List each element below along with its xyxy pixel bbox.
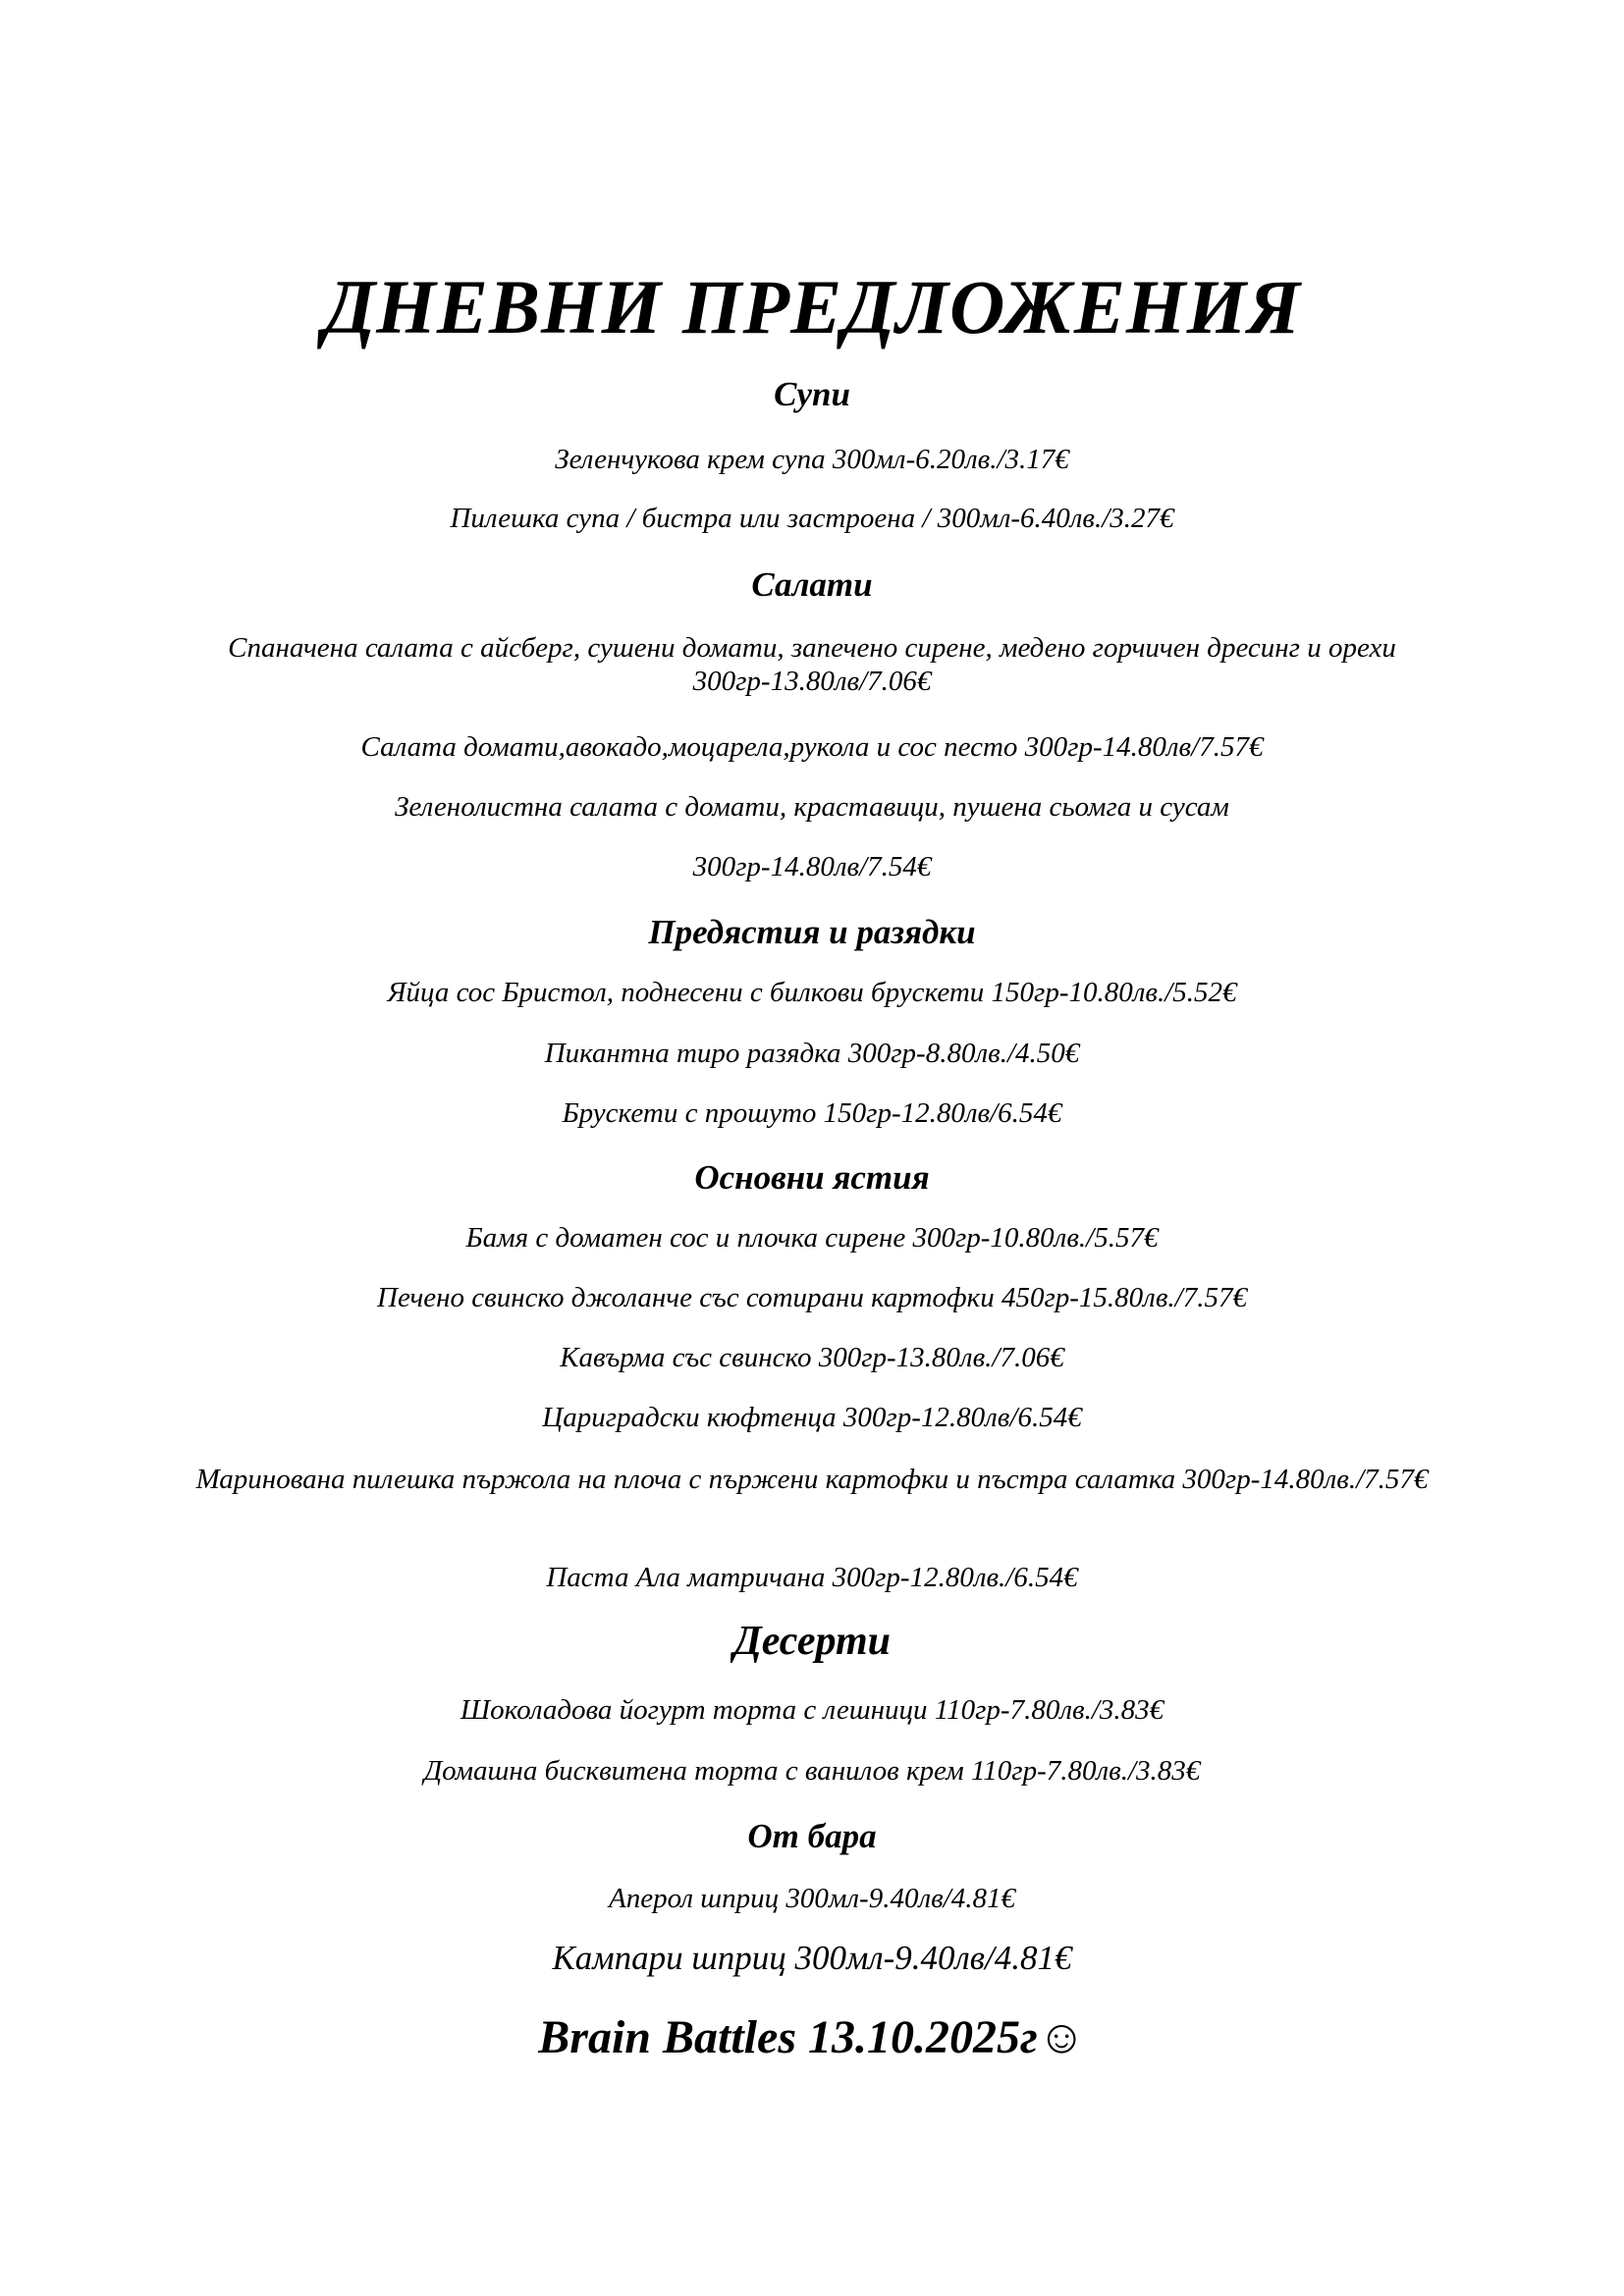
section-heading-bar: От бара [747,1817,877,1855]
section-heading-salads: Салати [751,565,873,604]
menu-item: Зеленолистна салата с домати, краставици, пушена сьомга и сусам [395,791,1229,823]
menu-item: Шоколадова йогурт торта с лешници 110гр-7.80лв./3.83€ [460,1694,1164,1726]
menu-item: Кавърма със свинско 300гр-13.80лв./7.06€ [560,1342,1064,1373]
menu-item: Паста Ала матричана 300гр-12.80лв./6.54€ [546,1562,1078,1593]
menu-item: Кампари шприц 300мл-9.40лв/4.81€ [552,1939,1072,1977]
menu-item: Зеленчукова крем супа 300мл-6.20лв./3.17€ [555,444,1069,475]
menu-item: 300гр-14.80лв/7.54€ [692,851,932,882]
section-heading-soups: Супи [774,375,850,413]
section-heading-starters: Предястия и разядки [648,913,976,951]
menu-item: Печено свинско джоланче със сотирани картофки 450гр-15.80лв./7.57€ [377,1282,1247,1313]
section-heading-mains: Основни ястия [694,1158,930,1197]
menu-item: Аперол шприц 300мл-9.40лв/4.81€ [608,1883,1015,1914]
menu-item: Салата домати,авокадо,моцарела,рукола и сос песто 300гр-14.80лв/7.57€ [360,731,1264,763]
menu-item: Бамя с доматен сос и плочка сирене 300гр-10.80лв./5.57€ [465,1222,1159,1254]
menu-item: Пилешка супа / бистра или застроена / 300мл-6.40лв./3.27€ [450,503,1174,534]
page-title: ДНЕВНИ ПРЕДЛОЖЕНИЯ [322,264,1302,349]
menu-item: Домашна бисквитена торта с ванилов крем 110гр-7.80лв./3.83€ [423,1755,1201,1787]
menu-item: Пикантна тиро разядка 300гр-8.80лв./4.50€ [544,1038,1080,1069]
menu-item: Маринована пилешка пържола на плоча с пържени картофки и пъстра салатка 300гр-14.80лв./7.57€ [195,1464,1429,1495]
footer-event-line: Brain Battles 13.10.2025г☺ [538,2011,1086,2063]
menu-item: Спаначена салата с айсберг, сушени домати, запечено сирене, медено горчичен дресинг и орехи 300гр-13.80лв/7.06€ [228,632,1396,697]
menu-item: Брускети с прошуто 150гр-12.80лв/6.54€ [562,1097,1062,1129]
menu-item: Яйца сос Бристол, поднесени с билкови брускети 150гр-10.80лв./5.52€ [387,977,1237,1008]
menu-item: Цариградски кюфтенца 300гр-12.80лв/6.54€ [542,1402,1082,1433]
section-heading-desserts: Десерти [733,1619,891,1664]
